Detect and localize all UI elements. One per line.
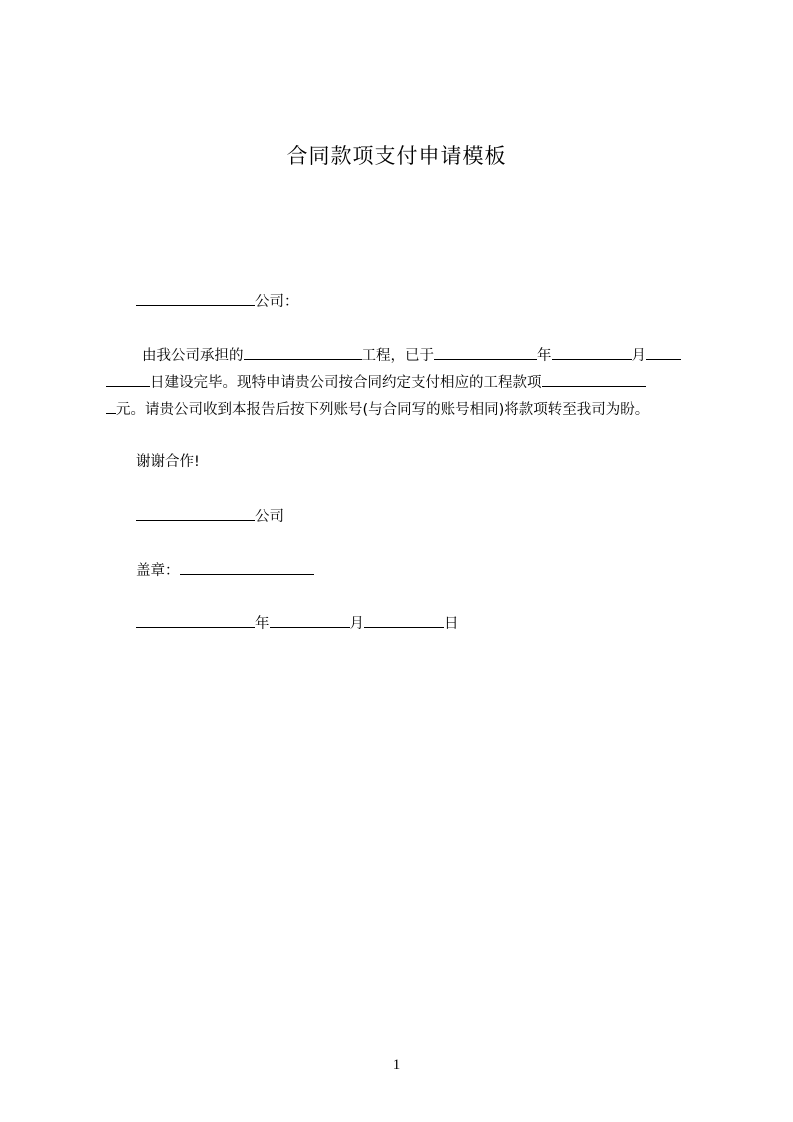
date-day-label: 日 [444, 616, 459, 632]
completion-year-blank [434, 344, 537, 360]
body-line-3 [106, 398, 649, 420]
date-month-label: 月 [349, 616, 364, 632]
payment-amount-blank-end [106, 398, 116, 414]
signature-company-line [136, 505, 284, 527]
completion-month-blank [552, 344, 632, 360]
seal-blank [180, 559, 314, 575]
signature-company-suffix: 公司 [255, 509, 284, 525]
seal-label: 盖章： [136, 563, 180, 579]
project-name-blank [244, 344, 362, 360]
completion-day-blank-end [106, 371, 150, 387]
body-text-4: 元。请贵公司收到本报告后按下列账号(与合同写的账号相同)将款项转至我司为盼。 [116, 402, 650, 418]
page-number: 1 [392, 1057, 401, 1073]
seal-line [136, 559, 314, 581]
addressee-suffix: 公司： [255, 294, 299, 310]
document-title: 合同款项支付申请模板 [286, 144, 507, 168]
body-line-2 [106, 371, 646, 393]
body-year-label: 年 [537, 348, 552, 364]
date-line [136, 612, 459, 634]
addressee-company-blank [136, 290, 255, 306]
body-line-1 [142, 344, 681, 366]
thanks-line: 谢谢合作! [136, 454, 200, 470]
payment-amount-blank-start [542, 371, 646, 387]
body-month-label: 月 [631, 348, 646, 364]
date-month-blank [270, 612, 350, 628]
body-text-2: 工程，已于 [361, 348, 434, 364]
body-text-1: 由我公司承担的 [142, 348, 244, 364]
date-day-blank [364, 612, 444, 628]
signature-company-blank [136, 505, 255, 521]
body-text-3: 日建设完毕。现特申请贵公司按合同约定支付相应的工程款项 [150, 375, 542, 391]
completion-day-blank-start [646, 344, 681, 360]
date-year-blank [136, 612, 255, 628]
date-year-label: 年 [255, 616, 270, 632]
addressee-line [136, 290, 299, 312]
